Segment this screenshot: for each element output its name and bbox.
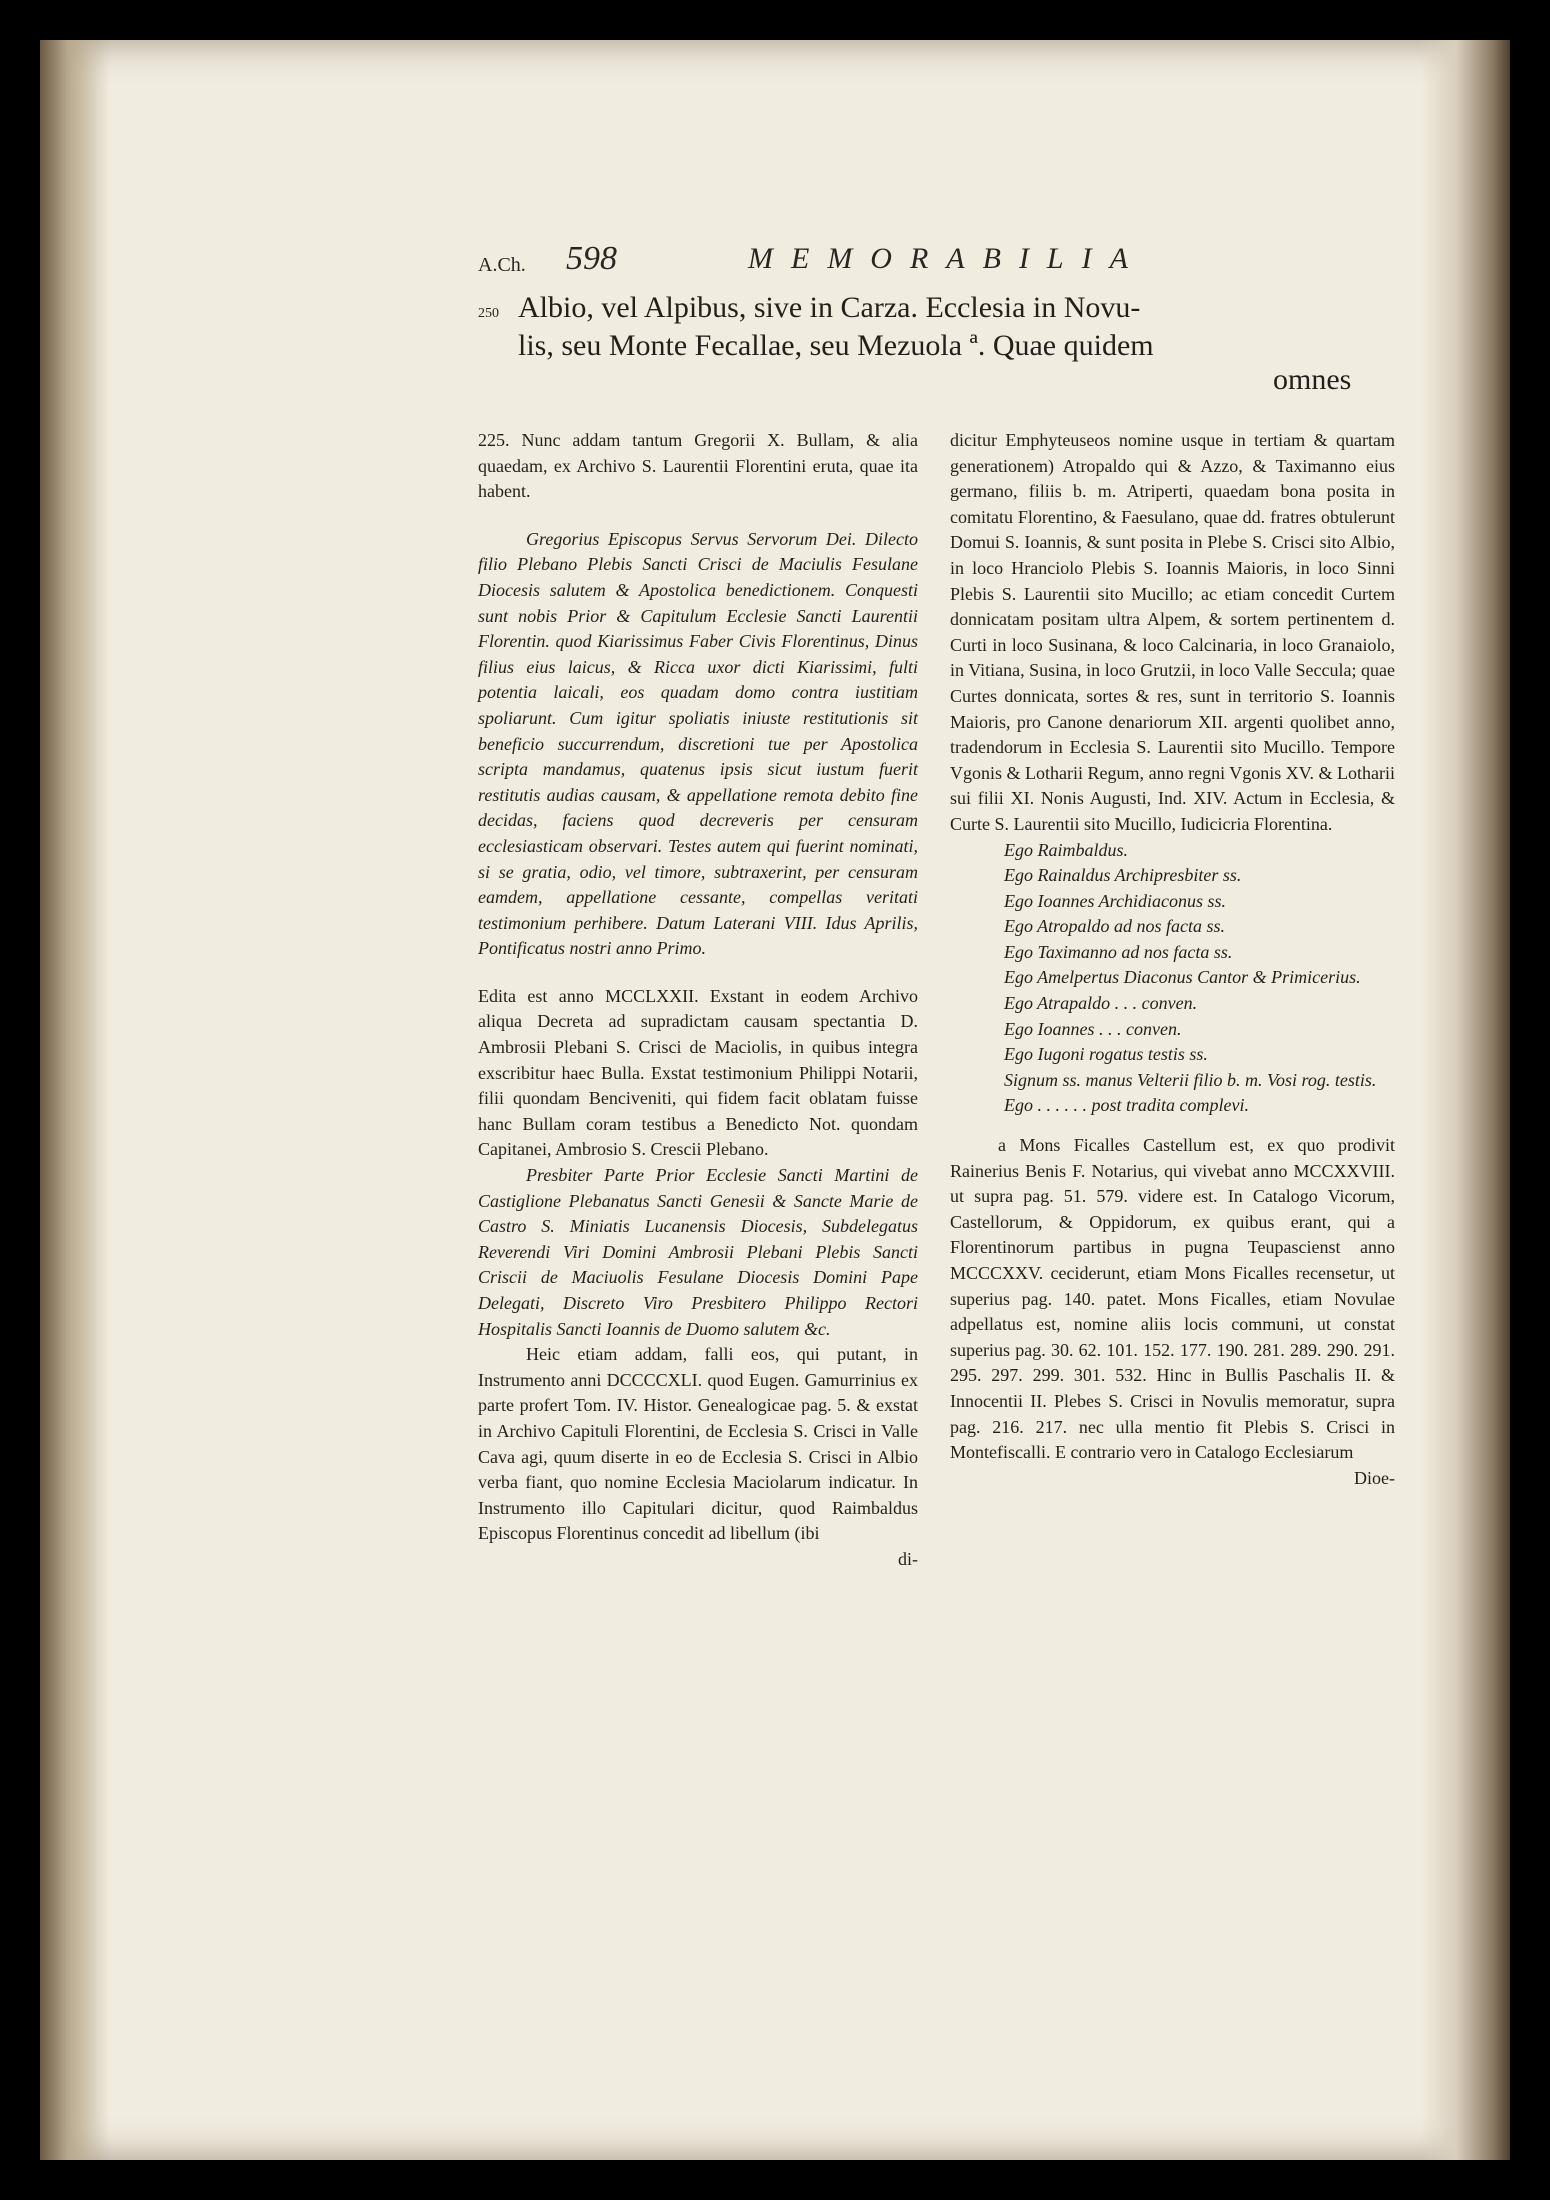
edita-paragraph: Edita est anno MCCLXXII. Exstant in eodem Archivo aliqua Decreta ad supradictam causam spectantia D. Ambrosii Plebani S. Crisci de Maciolis, in quibus integra exscribitur haec Bulla. Exstat testimonium Philippi Notarii, filii quondam Benciveniti, qui fidem facit oblatam fuisse hanc Bullam coram testibus a Benedicto Not. quondam Capitanei, Ambrosio S. Crescii Plebano. [478, 985, 918, 1160]
bull-text: Gregorius Episcopus Servus Servorum Dei. Dilecto filio Plebano Plebis Sancti Crisci de Maciulis Fesulane Diocesis salutem & Apostolica benedictionem. Conquesti sunt nobis Prior & Capitulum Ecclesie Sancti Laurentii Florentin. quod Kiarissimus Faber Civis Florentinus, Dinus filius eius laicus, & Ricca uxor dicti Kiarissimi, fulti potentia laicali, eos quadam domo contra iustitiam spoliarunt. Cum igitur spoliatis iniuste restitutionis sit beneficio succurrendum, discretioni tue per Apostolica scripta mandamus, quatenus ipsis sicut iustum fuerit restitutis audias causam, & appellatione remota debito fine decidas, faciens quod decreveris per censuram ecclesiasticam observari. Testes autem qui fuerint nominati, si se gratia, odio, vel timore, subtraxerint, per censuram eamdem, appellatione cessante, compellas veritati testimonium perhibere. Datum Laterani VIII. Idus Aprilis, Pontificatus nostri anno Primo. [478, 528, 918, 959]
signature-line: Ego Rainaldus Archipresbiter ss. [1004, 865, 1242, 886]
lead-line-1: Albio, vel Alpibus, sive in Carza. Ecclesia in Novu- [518, 291, 1141, 324]
margin-year-label: A.Ch. [478, 254, 526, 276]
intro-paragraph: 225. Nunc addam tantum Gregorii X. Bullam, & alia quaedam, ex Archivo S. Laurentii Florentini eruta, quae ita habent. [478, 430, 918, 502]
page-title: MEMORABILIA [748, 242, 1146, 275]
signature-list [950, 838, 1395, 1120]
lead-paragraph [478, 292, 1478, 402]
signature-line: Ego Atropaldo ad nos facta ss. [1004, 916, 1226, 937]
lead-line-3: omnes [1273, 363, 1352, 396]
catchword: di- [898, 1548, 918, 1569]
lead-line-2: lis, seu Monte Fecallae, seu Mezuola ª. Quae quidem [518, 329, 1154, 362]
page-number: 598 [566, 240, 617, 277]
signature-line: Signum ss. manus Velterii filio b. m. Vosi rog. testis. [1004, 1069, 1377, 1090]
instrument-text: dicitur Emphyteuseos nomine usque in tertiam & quartam generationem) Atropaldo qui & Azzo, & Taximanno eius germano, filiis b. m. Atriperti, quaedam bona posita in comitatu Florentino, & Faesulano, quae dd. fratres obtulerunt Domui S. Ioannis, & sunt posita in Plebe S. Crisci sito Albio, in loco Hranciolo Plebis S. Ioannis Maioris, in loco Sinni Plebis S. Laurentii sito Mucillo; ac etiam concedit Curtem donnicatam positam ultra Alpem, & sortem pertinentem d. Curti in loco Susinana, & loco Calcinaria, in loco Granaiolo, in Vitiana, Susina, in loco Grutzii, in loco Valle Seccula; quae Curtes donnicata, sortes & res, sunt in territorio S. Ioannis Maioris, pro Canone denariorum XII. argenti quolibet anno, tradendorum in Ecclesia S. Laurentii sito Mucillo. Tempore Vgonis & Lotharii Regum, anno regni Vgonis XV. & Lotharii sui filii XI. Nonis Augusti, Ind. XIV. Actum in Ecclesia, & Curte S. Laurentii sito Mucillo, Iudicicria Florentina. [950, 430, 1395, 834]
catchword: Dioe- [1354, 1467, 1395, 1488]
signature-line: Ego Raimbaldus. [1004, 839, 1128, 860]
margin-number: 250 [478, 306, 499, 321]
signature-line: Ego Taximanno ad nos facta ss. [1004, 941, 1233, 962]
footnote: a Mons Ficalles Castellum est, ex quo prodivit Rainerius Benis F. Notarius, qui vivebat anno MCCXXVIII. ut supra pag. 51. 579. videre est. In Catalogo Vicorum, Castellorum, & Oppidorum, ex quibus erant, qui a Florentinorum partibus in pugna Teupascienst anno MCCCXXV. ceciderunt, etiam Mons Ficalles recensetur, ut superius pag. 140. patet. Mons Ficalles, etiam Novulae adpellatus est, nomine aliis locis communi, ut constat superius pag. 30. 62. 101. 152. 177. 190. 281. 289. 290. 291. 295. 297. 299. 301. 532. Hinc in Bullis Paschalis II. & Innocentii II. Plebes S. Crisci in Novulis memoratur, supra pag. 216. 217. nec ulla mentio fit Plebis S. Crisci in Montefiscalli. E contrario vero in Catalogo Ecclesiarum [950, 1135, 1395, 1463]
presbiter-paragraph: Presbiter Parte Prior Ecclesie Sancti Martini de Castiglione Plebanatus Sancti Genesii & Sancte Marie de Castro S. Miniatis Lucanensis Diocesis, Subdelegatus Reverendi Viri Domini Ambrosii Plebani Plebis Sancti Criscii de Maciuolis Fesulane Diocesis Domini Pape Delegati, Discreto Viro Presbitero Philippo Rectori Hospitalis Sancti Ioannis de Duomo salutem &c. [478, 1165, 918, 1339]
signature-line: Ego Ioannes Archidiaconus ss. [1004, 890, 1226, 911]
signature-line: Ego Ioannes . . . conven. [1004, 1018, 1182, 1039]
binding-shadow [40, 40, 110, 2160]
heic-paragraph: Heic etiam addam, falli eos, qui putant, in Instrumento anni DCCCCXLI. quod Eugen. Gamurrinius ex parte profert Tom. IV. Histor. Genealogicae pag. 5. & exstat in Archivo Capituli Florentini, de Ecclesia S. Crisci in Valle Cava agi, quum diserte in eo de Ecclesia S. Crisci in Albio verba fiant, quo nomine Ecclesia Maciolarum indicatur. In Instrumento illo Capitulari dicitur, quod Raimbaldus Episcopus Florentinus concedit ad libellum (ibi [478, 1344, 918, 1544]
signature-line: Ego Amelpertus Diaconus Cantor & Primicerius. [1004, 967, 1361, 988]
signature-line: Ego . . . . . . post tradita complevi. [1004, 1095, 1249, 1116]
left-column [478, 428, 918, 1573]
right-column [950, 428, 1395, 1491]
signature-line: Ego Iugoni rogatus testis ss. [1004, 1044, 1208, 1065]
running-head [478, 240, 1478, 280]
signature-line: Ego Atrapaldo . . . conven. [1004, 993, 1198, 1014]
